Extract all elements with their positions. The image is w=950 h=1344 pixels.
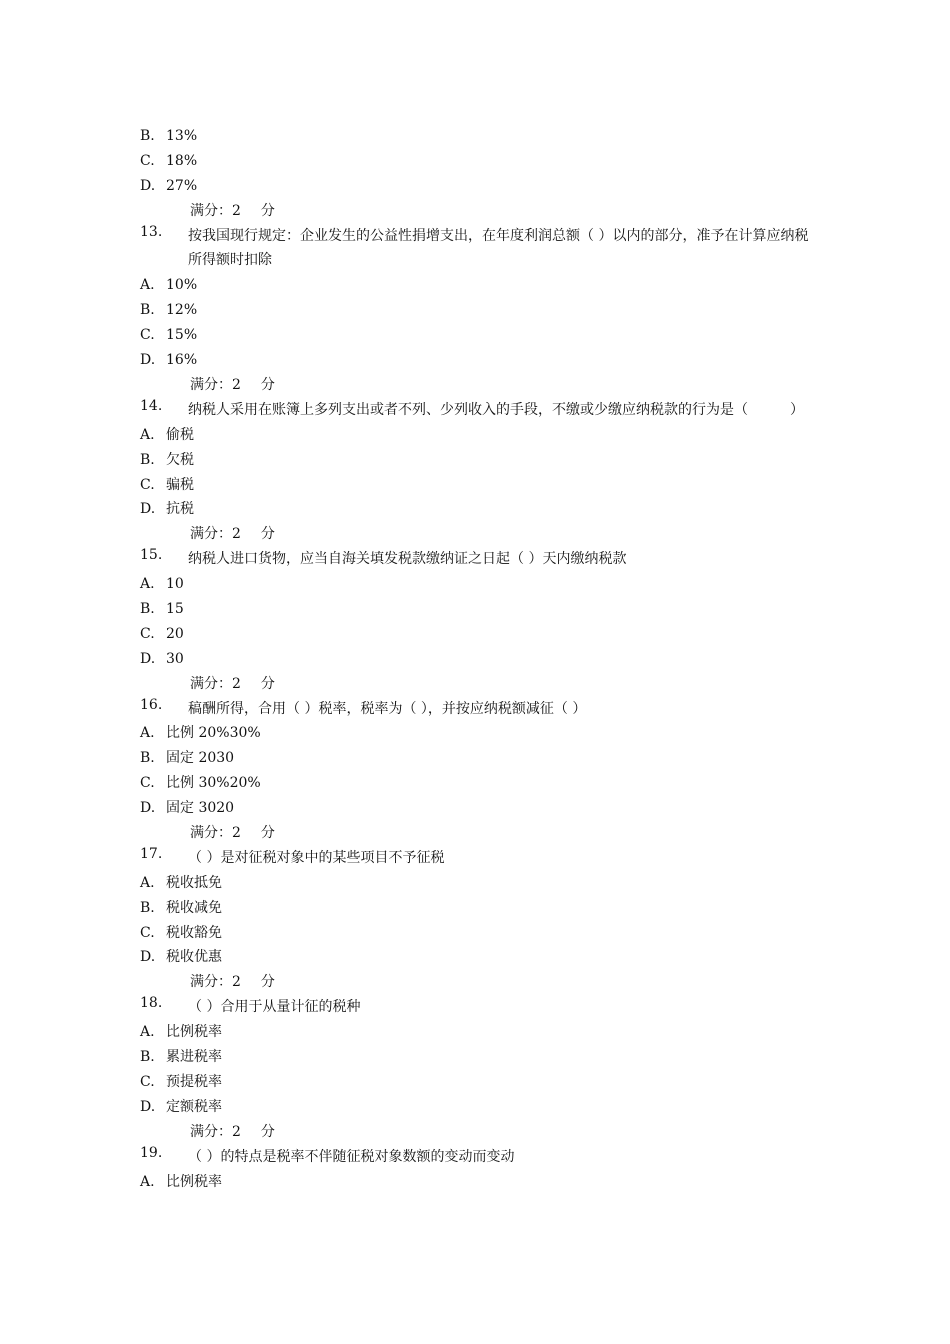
question-text: （ ）合用于从量计征的税种 xyxy=(188,999,361,1016)
score-unit: 分 xyxy=(260,825,275,842)
option-row xyxy=(140,348,820,373)
score-unit: 分 xyxy=(260,1123,275,1140)
score-label: 满分：2 xyxy=(190,376,241,393)
score-label: 满分：2 xyxy=(190,1123,241,1140)
question-text: （ ）是对征税对象中的某些项目不予征税 xyxy=(188,849,445,866)
score-unit: 分 xyxy=(260,202,275,219)
question-stem xyxy=(140,547,820,572)
option-letter: C. xyxy=(140,924,155,941)
question-number: 15. xyxy=(140,547,163,564)
option-row xyxy=(140,1095,820,1120)
option-text: 固定 3020 xyxy=(166,800,235,817)
option-row xyxy=(140,1020,820,1045)
option-letter: B. xyxy=(140,750,155,767)
option-row xyxy=(140,896,820,921)
option-row xyxy=(140,746,820,771)
score-unit: 分 xyxy=(260,376,275,393)
score-label: 满分：2 xyxy=(190,526,241,543)
option-text: 18% xyxy=(166,152,198,169)
option-row xyxy=(140,871,820,896)
option-text: 15 xyxy=(166,600,184,617)
question-number: 16. xyxy=(140,696,163,713)
option-text: 15% xyxy=(166,327,198,344)
question-text: （ ）的特点是税率不伴随征税对象数额的变动而变动 xyxy=(188,1148,515,1165)
score-line xyxy=(140,970,820,995)
option-text: 比例 20%30% xyxy=(166,725,261,742)
option-row xyxy=(140,1070,820,1095)
question-number: 19. xyxy=(140,1144,163,1161)
option-row xyxy=(140,273,820,298)
option-row xyxy=(140,1045,820,1070)
option-letter: D. xyxy=(140,800,156,817)
score-line xyxy=(140,373,820,398)
question-stem xyxy=(140,398,820,423)
question-block xyxy=(140,547,820,696)
question-text: 纳税人采用在账簿上多列支出或者不列、少列收入的手段，不缴或少缴应纳税款的行为是（ ） xyxy=(188,401,804,418)
option-text: 骗税 xyxy=(166,476,194,493)
score-label: 满分：2 xyxy=(190,675,241,692)
question-stem xyxy=(140,1145,820,1170)
option-text: 10% xyxy=(166,277,198,294)
option-text: 定额税率 xyxy=(166,1098,222,1115)
option-row xyxy=(140,597,820,622)
question-text: 纳税人进口货物，应当自海关填发税款缴纳证之日起（ ）天内缴纳税款 xyxy=(188,551,627,568)
option-letter: A. xyxy=(140,576,155,593)
option-letter: C. xyxy=(140,476,155,493)
question-number: 17. xyxy=(140,845,163,862)
option-letter: C. xyxy=(140,775,155,792)
score-line xyxy=(140,199,820,224)
option-text: 16% xyxy=(166,352,198,369)
option-text: 27% xyxy=(166,177,198,194)
option-letter: A. xyxy=(140,725,155,742)
option-text: 固定 2030 xyxy=(166,750,235,767)
score-line xyxy=(140,522,820,547)
option-row xyxy=(140,323,820,348)
score-label: 满分：2 xyxy=(190,202,241,219)
option-text: 10 xyxy=(166,576,184,593)
option-letter: A. xyxy=(140,874,155,891)
score-line xyxy=(140,821,820,846)
option-row xyxy=(140,771,820,796)
option-row xyxy=(140,721,820,746)
option-letter: A. xyxy=(140,1024,155,1041)
question-block xyxy=(140,846,820,995)
option-text: 税收减免 xyxy=(166,899,222,916)
option-text: 欠税 xyxy=(166,451,194,468)
score-line xyxy=(140,672,820,697)
question-block xyxy=(140,697,820,846)
option-text: 比例 30%20% xyxy=(166,775,261,792)
option-letter: D. xyxy=(140,501,156,518)
option-letter: C. xyxy=(140,625,155,642)
question-stem xyxy=(140,697,820,722)
option-text: 累进税率 xyxy=(166,1049,222,1066)
option-row xyxy=(140,622,820,647)
option-text: 比例税率 xyxy=(166,1024,222,1041)
option-row xyxy=(140,921,820,946)
option-row xyxy=(140,448,820,473)
option-text: 比例税率 xyxy=(166,1173,222,1190)
option-letter: D. xyxy=(140,650,156,667)
option-letter: A. xyxy=(140,1173,155,1190)
score-label: 满分：2 xyxy=(190,974,241,991)
score-label: 满分：2 xyxy=(190,825,241,842)
option-row xyxy=(140,473,820,498)
option-letter: D. xyxy=(140,177,156,194)
option-letter: B. xyxy=(140,451,155,468)
option-text: 抗税 xyxy=(166,501,194,518)
question-stem xyxy=(140,224,820,274)
question-number: 13. xyxy=(140,223,163,240)
question-block xyxy=(140,995,820,1144)
option-letter: B. xyxy=(140,302,155,319)
option-row xyxy=(140,174,820,199)
score-unit: 分 xyxy=(260,675,275,692)
option-letter: B. xyxy=(140,1049,155,1066)
option-text: 预提税率 xyxy=(166,1073,222,1090)
option-text: 偷税 xyxy=(166,426,194,443)
question-block xyxy=(140,224,820,398)
option-letter: A. xyxy=(140,277,155,294)
option-row xyxy=(140,423,820,448)
option-letter: B. xyxy=(140,899,155,916)
question-block xyxy=(140,1145,820,1195)
option-letter: B. xyxy=(140,600,155,617)
option-text: 12% xyxy=(166,302,198,319)
option-letter: D. xyxy=(140,352,156,369)
option-letter: D. xyxy=(140,949,156,966)
option-row xyxy=(140,124,820,149)
option-text: 税收抵免 xyxy=(166,874,222,891)
option-letter: B. xyxy=(140,128,155,144)
option-row xyxy=(140,1170,820,1195)
option-row xyxy=(140,796,820,821)
option-letter: C. xyxy=(140,1073,155,1090)
question-block xyxy=(140,398,820,547)
option-text: 税收豁免 xyxy=(166,924,222,941)
question-text: 按我国现行规定：企业发生的公益性捐增支出，在年度利润总额（ ）以内的部分，准予在计算应纳税所得额时扣除 xyxy=(188,227,809,269)
question-stem xyxy=(140,846,820,871)
option-text: 20 xyxy=(166,625,184,642)
question-stem xyxy=(140,995,820,1020)
option-letter: D. xyxy=(140,1098,156,1115)
option-row xyxy=(140,298,820,323)
option-text: 税收优惠 xyxy=(166,949,222,966)
option-row xyxy=(140,149,820,174)
score-unit: 分 xyxy=(260,974,275,991)
question-number: 18. xyxy=(140,995,163,1012)
option-text: 13% xyxy=(166,128,198,144)
option-letter: C. xyxy=(140,327,155,344)
option-row xyxy=(140,497,820,522)
question-text: 稿酬所得，合用（ ）税率，税率为（ ），并按应纳税额减征（ ） xyxy=(188,700,587,717)
option-row xyxy=(140,647,820,672)
option-text: 30 xyxy=(166,650,184,667)
question-list xyxy=(140,124,820,1194)
score-line xyxy=(140,1120,820,1145)
score-unit: 分 xyxy=(260,526,275,543)
option-row xyxy=(140,572,820,597)
option-letter: C. xyxy=(140,152,155,169)
option-letter: A. xyxy=(140,426,155,443)
option-row xyxy=(140,945,820,970)
question-number: 14. xyxy=(140,397,163,414)
